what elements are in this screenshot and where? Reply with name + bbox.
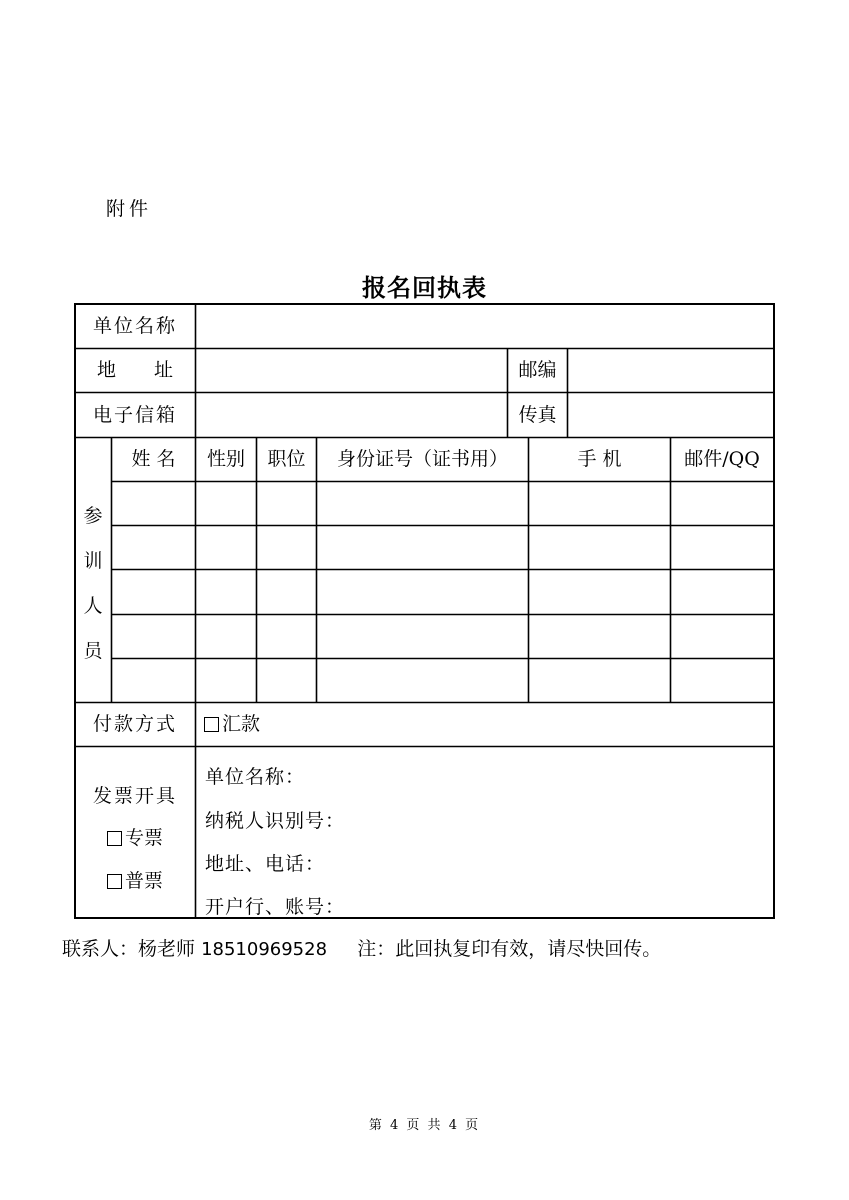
invoice-label: 发票开具 <box>92 784 177 807</box>
fax-field[interactable] <box>568 393 773 437</box>
col-gender-header: 性别 <box>206 448 245 470</box>
table-row[interactable] <box>112 570 773 614</box>
form-title: 报名回执表 <box>362 273 487 302</box>
invoice-option-special[interactable] <box>75 824 195 852</box>
address-label: 地 址 <box>96 359 173 381</box>
fax-label: 传真 <box>518 403 557 426</box>
participants-label-char: 训 <box>83 550 103 572</box>
col-position-header: 职位 <box>267 448 306 470</box>
col-email-qq-header: 邮件/QQ <box>684 448 760 470</box>
attachment-label: 附件 <box>106 198 153 220</box>
col-name-header: 姓 名 <box>131 448 176 470</box>
participants-label-char: 参 <box>83 505 103 527</box>
payment-method-label: 付款方式 <box>92 713 177 735</box>
footer-note: 注：此回执复印有效，请尽快回传。 <box>357 938 662 960</box>
table-row[interactable] <box>112 482 773 525</box>
unit-name-label: 单位名称 <box>92 314 177 337</box>
invoice-option-label: 专票 <box>124 826 163 849</box>
invoice-field-address-phone: 地址、电话： <box>205 853 326 875</box>
checkbox-icon[interactable] <box>204 717 219 732</box>
invoice-option-label: 普票 <box>124 869 163 892</box>
checkbox-icon[interactable] <box>107 874 122 889</box>
invoice-option-general[interactable] <box>75 867 195 895</box>
col-id-number-header: 身份证号（证书用） <box>336 448 508 470</box>
col-mobile-header: 手 机 <box>577 448 622 470</box>
unit-name-field[interactable] <box>196 305 773 348</box>
payment-option-label: 汇款 <box>222 713 261 735</box>
participants-side-label <box>76 494 110 674</box>
checkbox-icon[interactable] <box>107 831 122 846</box>
postcode-field[interactable] <box>568 349 773 392</box>
email-field[interactable] <box>196 393 507 437</box>
invoice-field-bank-account: 开户行、账号： <box>205 896 346 918</box>
postcode-label: 邮编 <box>518 359 557 381</box>
table-row[interactable] <box>112 615 773 658</box>
invoice-field-unit-name: 单位名称： <box>205 766 306 788</box>
table-row[interactable] <box>112 659 773 702</box>
address-field[interactable] <box>196 349 507 392</box>
footer-contact <box>62 934 661 961</box>
table-row[interactable] <box>112 526 773 569</box>
participants-label-char: 员 <box>83 640 103 662</box>
contact-label: 联系人：杨老师 <box>62 938 196 960</box>
contact-phone: 18510969528 <box>201 939 328 960</box>
invoice-field-tax-id: 纳税人识别号： <box>205 810 346 832</box>
participants-label-char: 人 <box>83 595 103 617</box>
payment-option-remittance[interactable] <box>204 703 504 746</box>
page-number: 第 4 页 共 4 页 <box>368 1118 481 1133</box>
email-label: 电子信箱 <box>92 403 177 426</box>
